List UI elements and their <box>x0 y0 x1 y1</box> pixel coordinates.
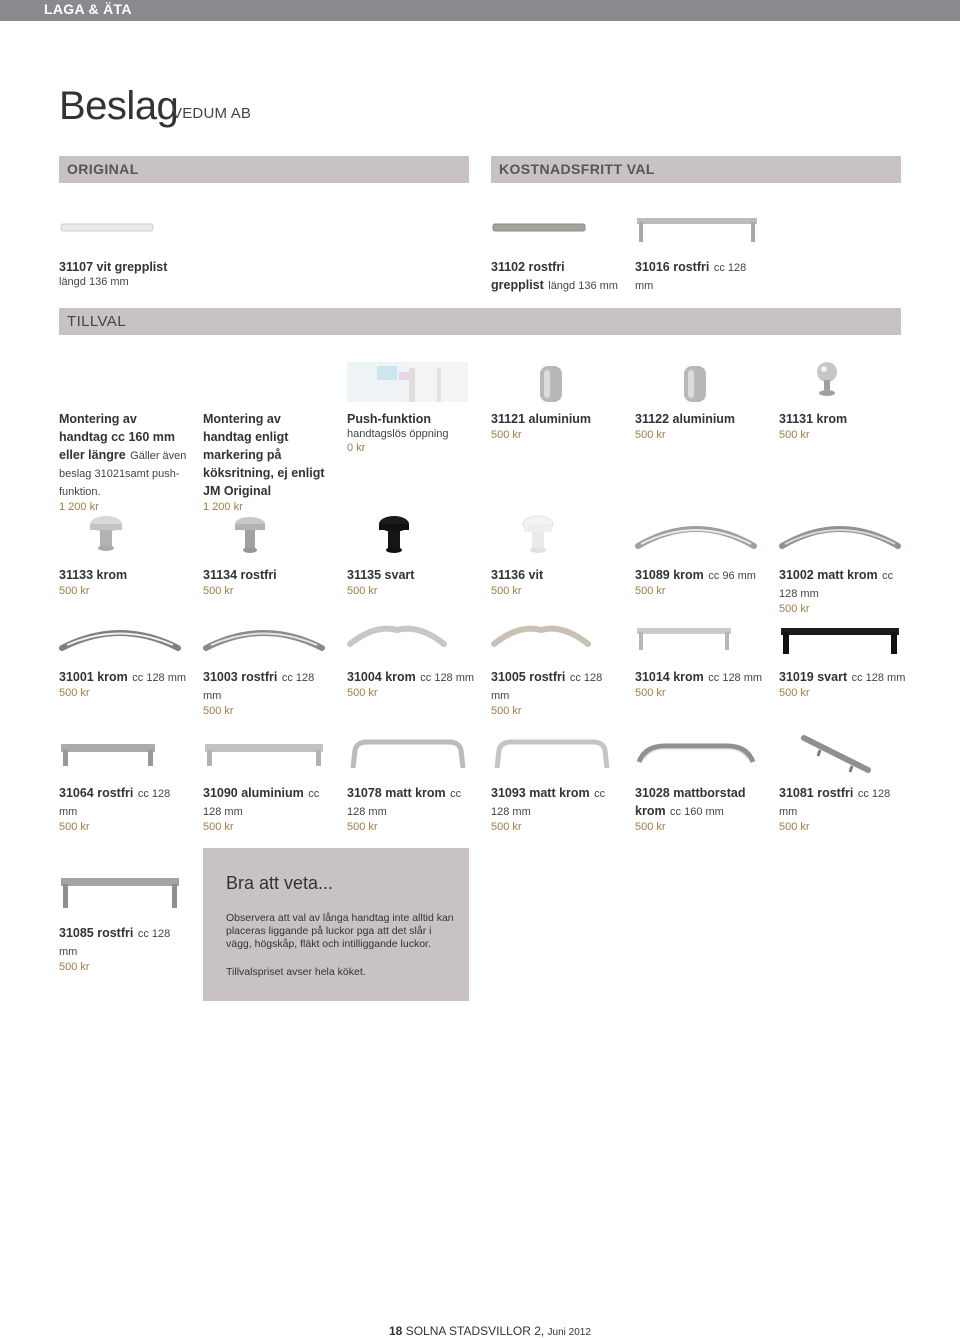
item-31136: 31136 vit 500 kr <box>491 568 544 597</box>
item-31090: 31090 aluminium cc 128 mm 500 kr <box>203 786 320 833</box>
info-note: Tillvalspriset avser hela köket. <box>226 966 366 978</box>
item-31003: 31003 rostfri cc 128 mm 500 kr <box>203 670 315 717</box>
handle-31028-image <box>635 738 757 772</box>
handle-31014-image <box>635 622 733 654</box>
item-31093: 31093 matt krom cc 128 mm 500 kr <box>491 786 606 833</box>
handle-31093-image <box>491 738 613 772</box>
item-montering-160: Montering av handtag cc 160 mm eller längre Gäller även beslag 31021samt push-funktion. 1 200 kr <box>59 412 187 513</box>
band-tillval-label: TILLVAL <box>67 313 126 330</box>
knob-31136-image <box>520 514 556 560</box>
item-31019: 31019 svart cc 128 mm 500 kr <box>779 670 906 699</box>
handle-31005-image <box>491 620 591 652</box>
item-montering-markering: Montering av handtag enligt markering på köksritning, ej enligt JM Original 1 200 kr <box>203 412 325 513</box>
info-paragraph: Observera att val av långa handtag inte alltid kan placeras liggande på luckor pga att det slår i vägg, högskåp, fläkt och intilliggande luckor. <box>226 912 454 950</box>
item-31133: 31133 krom 500 kr <box>59 568 128 597</box>
item-31081: 31081 rostfri cc 128 mm 500 kr <box>779 786 891 833</box>
handle-31019-image <box>779 622 901 656</box>
item-31002: 31002 matt krom cc 128 mm 500 kr <box>779 568 894 615</box>
handle-31016-image <box>635 212 759 248</box>
item-31089: 31089 krom cc 96 mm 500 kr <box>635 568 756 597</box>
page-subtitle: VEDUM AB <box>172 105 252 122</box>
band-original-label: ORIGINAL <box>67 161 139 177</box>
item-31134: 31134 rostfri 500 kr <box>203 568 277 597</box>
publication-date: Juni 2012 <box>547 1327 591 1338</box>
page-title: Beslag <box>59 84 179 128</box>
handle-31064-image <box>59 738 157 772</box>
handle-31089-image <box>635 518 757 552</box>
item-push-funktion: Push-funktion handtagslös öppning 0 kr <box>347 412 449 454</box>
item-31122: 31122 aluminium 500 kr <box>635 412 736 441</box>
knob-31134-image <box>232 514 268 560</box>
item-31107: 31107 vit grepplist längd 136 mm <box>59 260 168 288</box>
item-31016: 31016 rostfri cc 128 mm <box>635 260 747 292</box>
item-31078: 31078 matt krom cc 128 mm 500 kr <box>347 786 462 833</box>
page-number: 18 <box>389 1324 403 1338</box>
knob-31133-image <box>88 514 124 560</box>
band-free-label: KOSTNADSFRITT VAL <box>499 161 655 177</box>
item-31135: 31135 svart 500 kr <box>347 568 415 597</box>
item-31014: 31014 krom cc 128 mm 500 kr <box>635 670 763 699</box>
band-original <box>59 156 469 183</box>
handle-31085-image <box>59 874 181 912</box>
page-footer <box>389 1324 591 1338</box>
band-free-choice <box>491 156 901 183</box>
publication-name: SOLNA STADSVILLOR 2, <box>405 1324 545 1338</box>
handle-31078-image <box>347 738 469 772</box>
handle-31002-image <box>779 518 901 552</box>
handle-31003-image <box>203 620 325 652</box>
item-31085: 31085 rostfri cc 128 mm 500 kr <box>59 926 171 973</box>
item-31064: 31064 rostfri cc 128 mm 500 kr <box>59 786 171 833</box>
item-31028: 31028 mattborstad krom cc 160 mm 500 kr <box>635 786 746 833</box>
handle-31001-image <box>59 620 181 652</box>
section-label: LAGA & ÄTA <box>44 1 132 17</box>
item-31102: 31102 rostfri grepplist längd 136 mm <box>491 260 618 292</box>
grepplist-white-image <box>59 216 155 240</box>
knob-31131-image <box>812 360 842 404</box>
grepplist-steel-image <box>491 216 587 240</box>
handle-31090-image <box>203 738 325 772</box>
info-box <box>203 848 469 1001</box>
item-31004: 31004 krom cc 128 mm 500 kr <box>347 670 475 699</box>
push-function-image <box>347 362 468 402</box>
item-31131: 31131 krom 500 kr <box>779 412 848 441</box>
item-31121: 31121 aluminium 500 kr <box>491 412 592 441</box>
section-header-bar <box>0 0 960 21</box>
knob-31121-image <box>536 362 566 406</box>
item-31005: 31005 rostfri cc 128 mm 500 kr <box>491 670 603 717</box>
handle-31081-image <box>800 734 872 778</box>
knob-31135-image <box>376 514 412 560</box>
item-31001: 31001 krom cc 128 mm 500 kr <box>59 670 187 699</box>
knob-31122-image <box>680 362 710 406</box>
band-tillval <box>59 308 901 335</box>
handle-31004-image <box>347 620 447 652</box>
info-title: Bra att veta... <box>226 873 334 893</box>
